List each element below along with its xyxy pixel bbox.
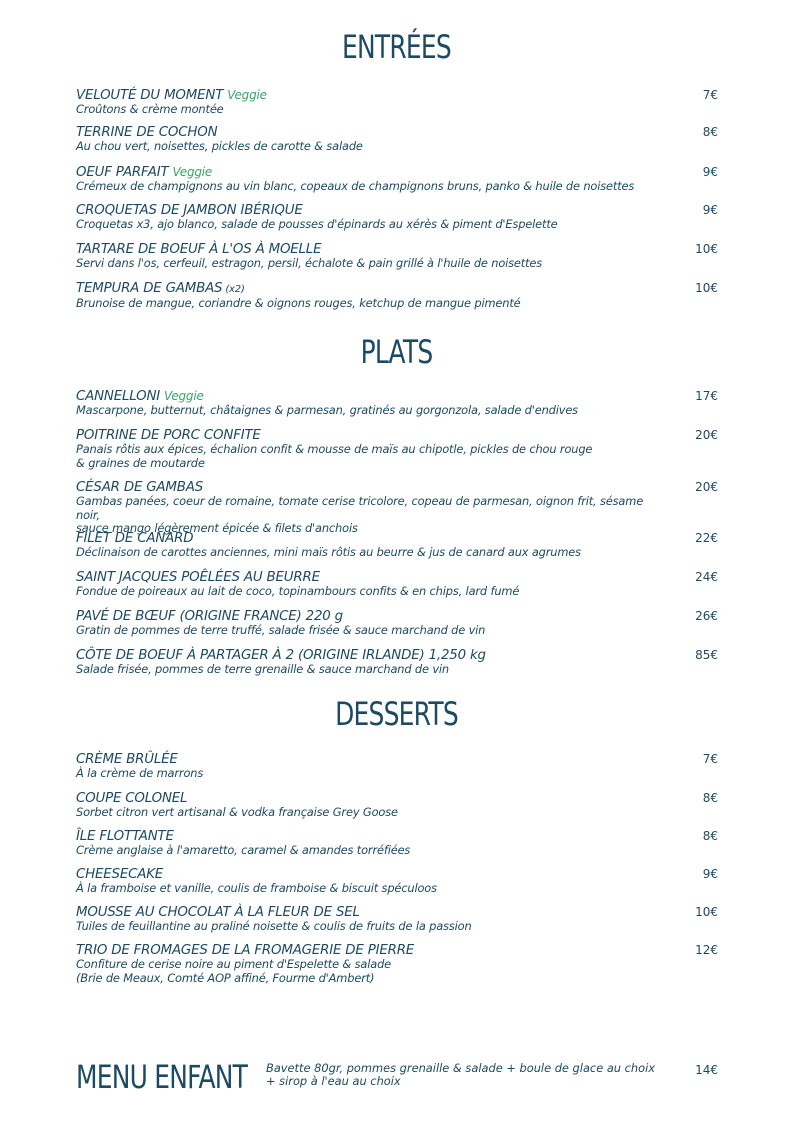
dish-price: 10€: [695, 281, 718, 295]
dish-title: OEUF PARFAIT: [76, 165, 169, 180]
veggie-tag: Veggie: [172, 165, 213, 179]
dish-price: 9€: [702, 203, 718, 217]
dish-name: [76, 648, 656, 663]
dish-title: TRIO DE FROMAGES DE LA FROMAGERIE DE PIERRE: [76, 943, 415, 958]
dish-price: 12€: [695, 943, 718, 957]
dish-title: CÉSAR DE GAMBAS: [76, 480, 203, 495]
dish-name: [76, 791, 656, 806]
dish-description: Sorbet citron vert artisanal & vodka française Grey Goose: [76, 805, 398, 819]
dish-name: [76, 203, 656, 218]
dish-title: CROQUETAS DE JAMBON IBÉRIQUE: [76, 203, 303, 218]
dish-title: TEMPURA DE GAMBAS: [76, 281, 223, 296]
dish-description: Déclinaison de carottes anciennes, mini maïs rôtis au beurre & jus de canard aux agrumes: [76, 545, 581, 559]
veggie-tag: Veggie: [164, 389, 204, 403]
dish-description: Salade frisée, pommes de terre grenaille & sauce marchand de vin: [76, 662, 449, 676]
dish-price: 20€: [695, 480, 718, 494]
dish-description: À la crème de marrons: [76, 766, 204, 780]
dish-description: Confiture de cerise noire au piment d'Espelette & salade (Brie de Meaux, Comté AOP affiné, Fourme d'Ambert): [76, 957, 392, 985]
dish-description: Croquetas x3, ajo blanco, salade de pousses d'épinards au xérès & piment d'Espelette: [76, 217, 558, 231]
dish-description: Tuiles de feuillantine au praliné noisette & coulis de fruits de la passion: [76, 919, 472, 933]
dish-name: [76, 242, 656, 257]
dish-title: PAVÉ DE BŒUF (ORIGINE FRANCE) 220 g: [76, 609, 343, 624]
menu-item: [76, 531, 656, 560]
dish-description: Crémeux de champignons au vin blanc, copeaux de champignons bruns, panko & huile de noisettes: [76, 179, 635, 193]
dish-title: ÎLE FLOTTANTE: [76, 829, 174, 844]
dish-name: [76, 480, 656, 495]
dish-name: [76, 752, 656, 767]
dish-description: Crème anglaise à l'amaretto, caramel & amandes torréfiées: [76, 843, 411, 857]
dish-price: 26€: [695, 609, 718, 623]
menu-item: [76, 242, 656, 271]
dish-description: Gambas panées, coeur de romaine, tomate cerise tricolore, copeau de parmesan, oignon frit, sésame noir, sauce mango légèrement épicée & filets d'anchois: [76, 494, 644, 535]
menu-item: [76, 480, 656, 536]
dish-name: [76, 125, 656, 140]
dish-price: 10€: [695, 242, 718, 256]
dish-description: Servi dans l'os, cerfeuil, estragon, persil, échalote & pain grillé à l'huile de noisettes: [76, 256, 543, 270]
dish-price: 8€: [702, 829, 718, 843]
dish-title: CÔTE DE BOEUF À PARTAGER À 2 (ORIGINE IRLANDE) 1,250 kg: [76, 648, 486, 663]
dish-price: 8€: [702, 125, 718, 139]
dish-name: [76, 428, 656, 443]
kids-menu-description: Bavette 80gr, pommes grenaille & salade + boule de glace au choix + sirop à l'eau au choix: [266, 1061, 656, 1088]
dish-description: Gratin de pommes de terre truffé, salade frisée & sauce marchand de vin: [76, 623, 486, 637]
kids-menu-title: MENU ENFANT: [76, 1058, 248, 1096]
section-title-plats: PLATS: [360, 333, 433, 371]
dish-name: [76, 943, 656, 958]
dish-title: POITRINE DE PORC CONFITE: [76, 428, 261, 443]
menu-item: [76, 88, 656, 117]
menu-item: [76, 389, 656, 418]
dish-price: 85€: [695, 648, 718, 662]
menu-item: [76, 165, 656, 194]
dish-description: Brunoise de mangue, coriandre & oignons rouges, ketchup de mangue pimenté: [76, 296, 521, 310]
dish-name: [76, 829, 656, 844]
dish-name: [76, 570, 656, 585]
dish-price: 7€: [702, 752, 718, 766]
dish-description: Au chou vert, noisettes, pickles de carotte & salade: [76, 139, 363, 153]
menu-item: [76, 609, 656, 638]
dish-name: [76, 905, 656, 920]
dish-title: TARTARE DE BOEUF À L'OS À MOELLE: [76, 242, 322, 257]
dish-title: MOUSSE AU CHOCOLAT À LA FLEUR DE SEL: [76, 905, 360, 920]
section-title-desserts: DESSERTS: [335, 695, 458, 733]
dish-name: [76, 165, 656, 180]
dish-title: CANNELLONI: [76, 389, 161, 404]
dish-description: Croûtons & crème montée: [76, 102, 224, 116]
veggie-tag: Veggie: [227, 88, 267, 102]
menu-item: [76, 943, 656, 985]
section-title-entrees: ENTRÉES: [342, 28, 451, 66]
menu-item: [76, 125, 656, 154]
menu-item: [76, 648, 656, 677]
dish-name: [76, 389, 656, 404]
menu-item: [76, 829, 656, 858]
menu-item: [76, 281, 656, 311]
dish-name: [76, 531, 656, 546]
dish-title: COUPE COLONEL: [76, 791, 188, 806]
dish-price: 7€: [702, 88, 718, 102]
dish-title: SAINT JACQUES POÊLÉES AU BEURRE: [76, 570, 320, 585]
menu-item: [76, 752, 656, 781]
dish-name: [76, 88, 656, 103]
dish-title: FILET DE CANARD: [76, 531, 194, 546]
dish-price: 20€: [695, 428, 718, 442]
menu-item: [76, 791, 656, 820]
dish-price: 22€: [695, 531, 718, 545]
dish-price: 24€: [695, 570, 718, 584]
dish-name: [76, 609, 656, 624]
dish-title: CRÈME BRÛLÉE: [76, 752, 178, 767]
dish-price: 9€: [702, 165, 718, 179]
dish-price: 9€: [702, 867, 718, 881]
dish-name: [76, 867, 656, 882]
menu-item: [76, 428, 656, 470]
menu-item: [76, 203, 656, 232]
menu-item: [76, 867, 656, 896]
dish-price: 10€: [695, 905, 718, 919]
dish-description: À la framboise et vanille, coulis de framboise & biscuit spéculoos: [76, 881, 437, 895]
dish-title: TERRINE DE COCHON: [76, 125, 218, 140]
dish-name: [76, 281, 656, 297]
dish-title: VELOUTÉ DU MOMENT: [76, 88, 224, 103]
dish-description: Fondue de poireaux au lait de coco, topinambours confits & en chips, lard fumé: [76, 584, 520, 598]
menu-item: [76, 570, 656, 599]
dish-price: 8€: [702, 791, 718, 805]
dish-price: 17€: [695, 389, 718, 403]
dish-description: Panais rôtis aux épices, échalion confit & mousse de maïs au chipotle, pickles de chou rouge & graines de moutarde: [76, 442, 593, 470]
dish-title: CHEESECAKE: [76, 867, 164, 882]
kids-menu-price: 14€: [695, 1063, 718, 1077]
dish-description: Mascarpone, butternut, châtaignes & parmesan, gratinés au gorgonzola, salade d'endives: [76, 403, 578, 417]
quantity-note: (x2): [225, 284, 245, 295]
menu-item: [76, 905, 656, 934]
